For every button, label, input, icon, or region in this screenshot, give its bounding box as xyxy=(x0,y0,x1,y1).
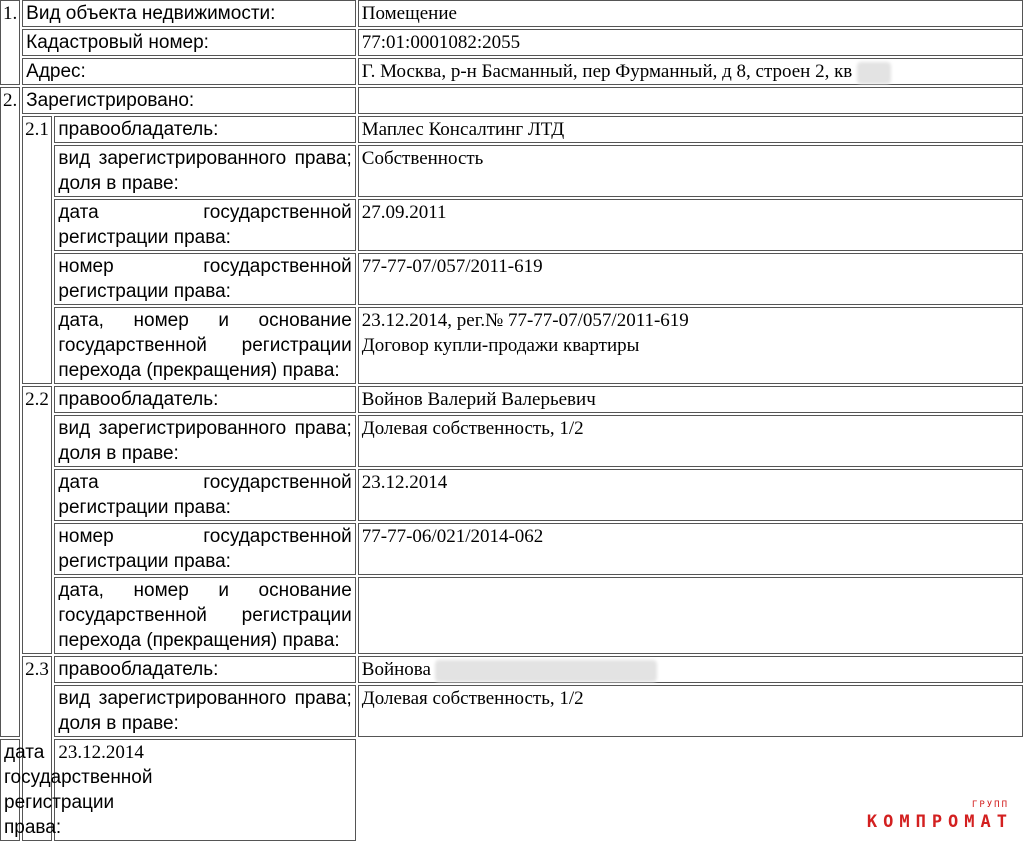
table-row xyxy=(0,469,1023,521)
table-row xyxy=(0,523,1023,575)
holder-label: правообладатель: xyxy=(54,116,355,143)
address-text: Г. Москва, р-н Басманный, пер Фурманный, д 8, строен 2, кв xyxy=(361,61,853,82)
table-row xyxy=(0,116,1023,143)
entry-number: 2.1 xyxy=(22,116,52,384)
registered-label: Зарегистрировано: xyxy=(22,87,356,114)
reg-number-label: номер государственной регистрации права: xyxy=(54,523,355,575)
table-row xyxy=(0,656,1023,683)
reg-date-label: дата государственной регистрации права: xyxy=(54,469,355,521)
holder-label: правообладатель: xyxy=(54,656,355,683)
table-row xyxy=(0,386,1023,413)
right-type-value: Собственность xyxy=(358,145,1023,197)
reg-date-label: дата государственной регистрации права: xyxy=(54,199,355,251)
right-type-value: Долевая собственность, 1/2 xyxy=(358,685,1023,737)
redacted-block xyxy=(435,660,657,682)
holder-label: правообладатель: xyxy=(54,386,355,413)
redacted-block xyxy=(857,62,891,84)
transfer-line-1: 23.12.2014, рег.№ 77-77-07/057/2011-619 xyxy=(361,310,689,331)
entry-number: 2.2 xyxy=(22,386,52,654)
right-type-label: вид зарегистрированного права; доля в праве: xyxy=(54,415,355,467)
reg-number-value: 77-77-06/021/2014-062 xyxy=(358,523,1023,575)
table-row xyxy=(0,307,1023,384)
right-type-label: вид зарегистрированного права; доля в праве: xyxy=(54,685,355,737)
transfer-label: дата, номер и основание государственной регистрации перехода (прекращения) права: xyxy=(54,577,355,654)
holder-value: Маплес Консалтинг ЛТД xyxy=(358,116,1023,143)
table-row xyxy=(0,58,1023,85)
entry-number: 2.3 xyxy=(22,656,52,841)
watermark-sub: ГРУПП xyxy=(971,800,1009,810)
reg-date-value: 27.09.2011 xyxy=(358,199,1023,251)
reg-number-value: 77-77-07/057/2011-619 xyxy=(358,253,1023,305)
transfer-line-2: Договор купли-продажи квартиры xyxy=(361,335,640,356)
registered-value xyxy=(358,87,1023,114)
row-number: 1. xyxy=(0,0,20,85)
holder-text: Войнова xyxy=(361,659,431,680)
reg-date-label: дата государственной регистрации права: xyxy=(0,739,20,841)
address-value xyxy=(358,58,1023,85)
right-type-label: вид зарегистрированного права; доля в праве: xyxy=(54,145,355,197)
row-number: 2. xyxy=(0,87,20,737)
reg-number-label: номер государственной регистрации права: xyxy=(54,253,355,305)
table-row xyxy=(0,685,1023,737)
table-row xyxy=(0,415,1023,467)
object-type-label: Вид объекта недвижимости: xyxy=(22,0,356,27)
table-row xyxy=(0,199,1023,251)
watermark-text: КОМПРОМАТ xyxy=(866,812,1013,832)
transfer-value xyxy=(358,577,1023,654)
right-type-value: Долевая собственность, 1/2 xyxy=(358,415,1023,467)
table-row xyxy=(0,0,1023,27)
reg-date-value: 23.12.2014 xyxy=(54,739,355,841)
holder-value xyxy=(358,656,1023,683)
object-type-value: Помещение xyxy=(358,0,1023,27)
reg-date-value: 23.12.2014 xyxy=(358,469,1023,521)
cadastral-value: 77:01:0001082:2055 xyxy=(358,29,1023,56)
table-row xyxy=(0,253,1023,305)
transfer-value xyxy=(358,307,1023,384)
cadastral-label: Кадастровый номер: xyxy=(22,29,356,56)
holder-value: Войнов Валерий Валерьевич xyxy=(358,386,1023,413)
table-row xyxy=(0,577,1023,654)
watermark-logo xyxy=(866,800,1013,832)
transfer-label: дата, номер и основание государственной регистрации перехода (прекращения) права: xyxy=(54,307,355,384)
table-row xyxy=(0,145,1023,197)
table-row xyxy=(0,87,1023,114)
table-row xyxy=(0,29,1023,56)
address-label: Адрес: xyxy=(22,58,356,85)
